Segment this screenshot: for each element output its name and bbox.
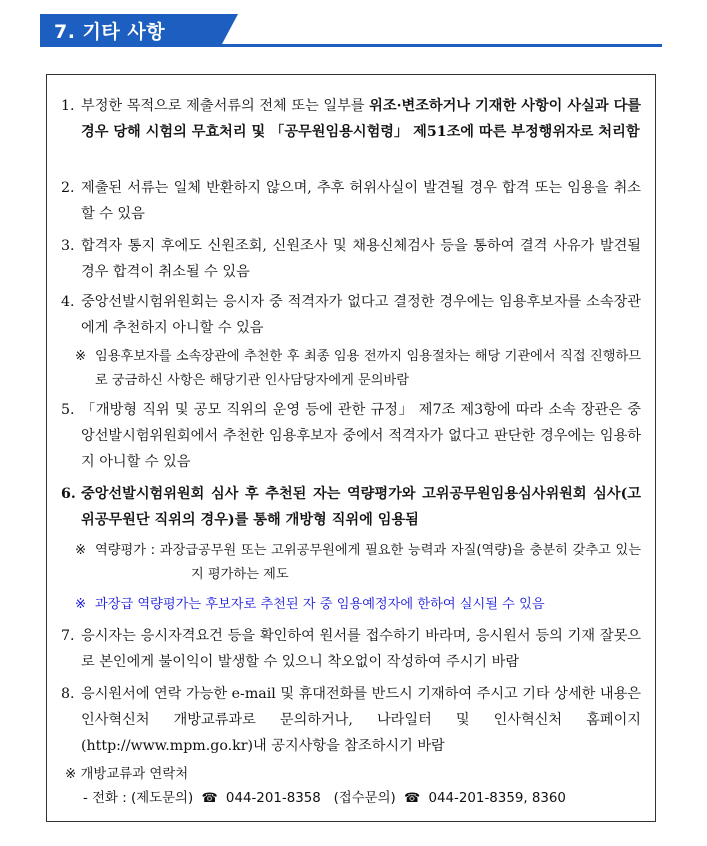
reference-mark-icon: ※ xyxy=(75,543,87,558)
item-number: 4. xyxy=(61,294,75,310)
note-text: 역량평가 : 과장급공무원 또는 고위공무원에게 필요한 능력과 자질(역량)을 충분히 갖추고 있는지 평가하는 제도 xyxy=(95,543,641,582)
item-number: 8. xyxy=(61,686,75,702)
note-text: 과장급 역량평가는 후보자로 추천된 자 중 임용예정자에 한하여 실시될 수 있음 xyxy=(95,597,545,612)
item-text: 부정한 목적으로 제출서류의 전체 또는 일부를 위조·변조하거나 기재한 사항이 사실과 다를 경우 당해 시험의 무효처리 및 「공무원임용시험령」 제51조에 따른 부정행위자로 처리함 xyxy=(81,98,642,140)
list-item xyxy=(61,397,641,475)
list-item xyxy=(61,481,641,533)
list-item xyxy=(61,233,641,285)
item-number: 3. xyxy=(61,238,75,254)
item-text: 중앙선발시험위원회는 응시자 중 적격자가 없다고 결정한 경우에는 임용후보자를 소속장관에게 추천하지 아니할 수 있음 xyxy=(81,294,641,336)
contact-info xyxy=(65,763,566,811)
item-number: 7. xyxy=(61,628,75,644)
list-item xyxy=(61,623,641,675)
reference-mark-icon: ※ xyxy=(75,597,87,612)
item-text: 중앙선발시험위원회 심사 후 추천된 자는 역량평가와 고위공무원임용심사위원회 심사(고위공무원단 직위의 경우)를 통해 개방형 직위에 임용됨 xyxy=(81,486,641,528)
list-item xyxy=(61,681,641,759)
contact-title: ※ 개방교류과 연락처 xyxy=(65,767,189,782)
list-item xyxy=(61,175,641,227)
notice-box xyxy=(46,74,656,822)
reference-mark-icon: ※ xyxy=(75,349,87,364)
item-number: 5. xyxy=(61,402,75,418)
note-item xyxy=(75,539,641,587)
phone-number: 044-201-8358 xyxy=(225,791,321,806)
note-text: 임용후보자를 소속장관에 추천한 후 최종 임용 전까지 임용절차는 해당 기관에서 직접 진행하므로 궁금하신 사항은 해당기관 인사담당자에게 문의바람 xyxy=(95,349,641,388)
item-text: 합격자 통지 후에도 신원조회, 신원조사 및 채용신체검사 등을 통하여 결격 사유가 발견될 경우 합격이 취소될 수 있음 xyxy=(81,238,641,280)
item-text: 제출된 서류는 일체 반환하지 않으며, 추후 허위사실이 발견될 경우 합격 또는 임용을 취소할 수 있음 xyxy=(81,180,641,222)
section-header xyxy=(40,14,662,48)
list-item xyxy=(61,289,641,341)
phone-icon: ☎ xyxy=(201,791,218,806)
header-underline xyxy=(40,44,662,47)
phone-icon: ☎ xyxy=(404,791,421,806)
contact-phone-line xyxy=(83,787,566,811)
section-title-tab xyxy=(40,14,222,44)
highlight-note xyxy=(75,593,641,617)
item-text: 응시자는 응시자격요건 등을 확인하여 원서를 접수하기 바라며, 응시원서 등의 기재 잘못으로 본인에게 불이익이 발생할 수 있으니 착오없이 작성하여 주시기 바람 xyxy=(81,628,641,670)
item-text: 응시원서에 연락 가능한 e-mail 및 휴대전화를 반드시 기재하여 주시고 기타 상세한 내용은 인사혁신처 개방교류과로 문의하거나, 나라일터 및 인사혁신처 홈페이지(http://www.mpm.go.kr)내 공지사항을 참조하시기 바람 xyxy=(81,686,641,754)
contact-label: - 전화 : (제도문의) xyxy=(83,791,194,806)
item-number: 2. xyxy=(61,180,75,196)
list-item xyxy=(61,93,641,145)
item-number: 6. xyxy=(61,486,76,502)
phone-number: 044-201-8359, 8360 xyxy=(428,791,566,806)
note-item xyxy=(75,345,641,393)
item-text: 「개방형 직위 및 공모 직위의 운영 등에 관한 규정」 제7조 제3항에 따라 소속 장관은 중앙선발시험위원회에서 추천한 임용후보자 중에서 적격자가 없다고 판단한 경우에는 임용하지 아니할 수 있음 xyxy=(81,402,641,470)
contact-label: (접수문의) xyxy=(333,791,396,806)
item-number: 1. xyxy=(61,98,75,114)
section-title: 7. 기타 사항 xyxy=(54,21,166,43)
